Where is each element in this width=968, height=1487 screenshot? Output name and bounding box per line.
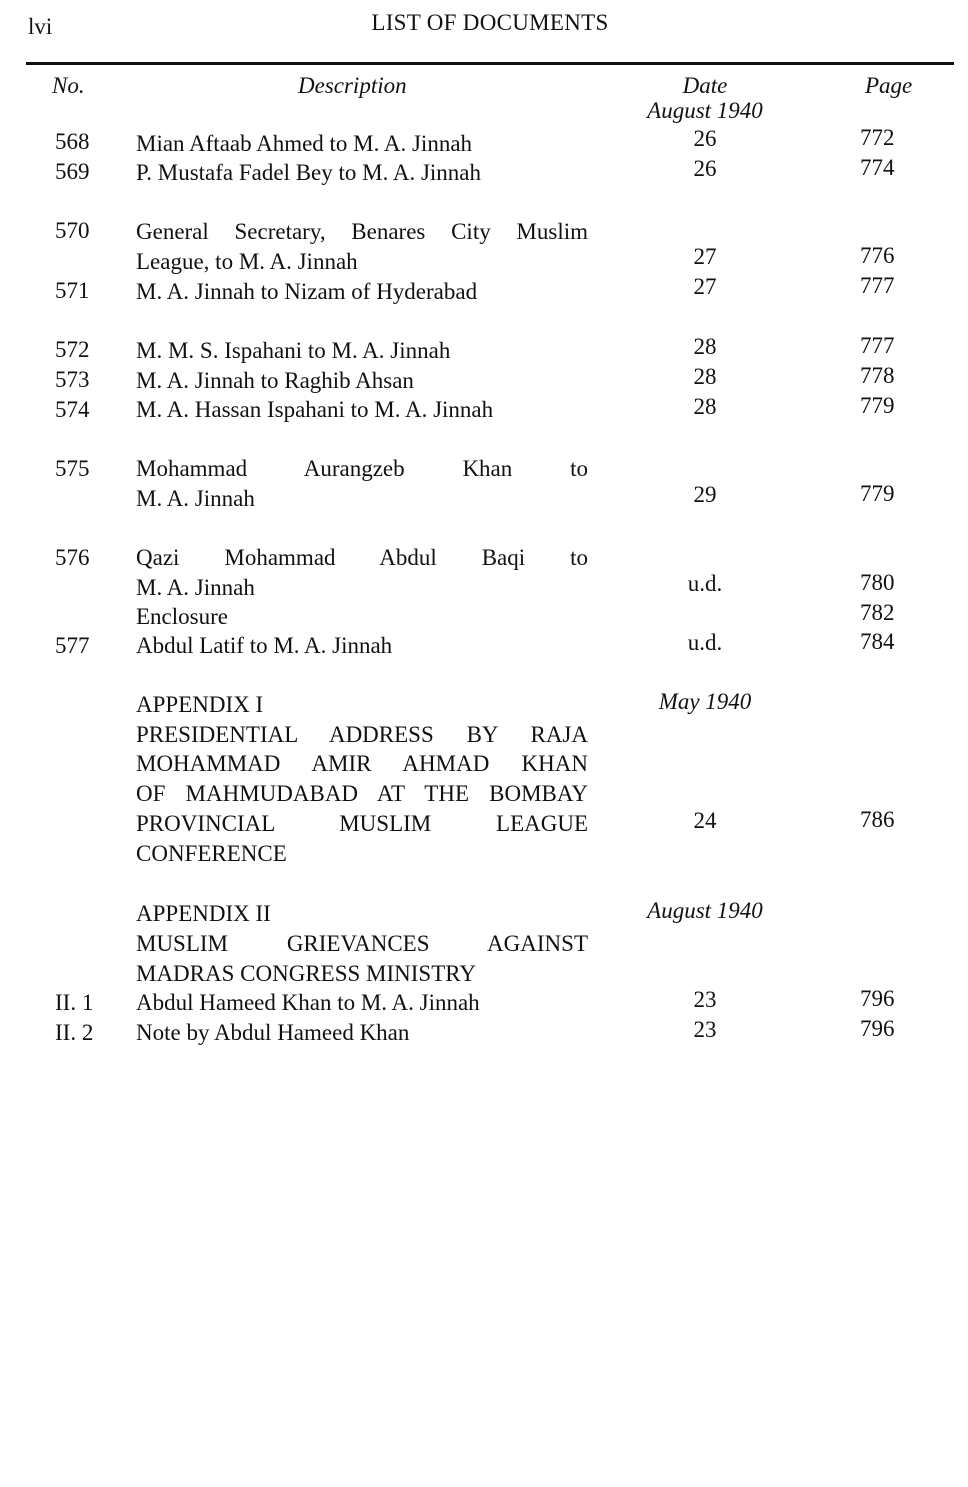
appendix-heading: APPENDIX I	[136, 692, 264, 717]
doc-description: Abdul Hameed Khan to M. A. Jinnah	[136, 990, 480, 1015]
doc-number: 576	[55, 545, 90, 570]
doc-description-cont: M. A. Jinnah	[136, 486, 255, 511]
doc-number: 577	[55, 633, 90, 658]
appendix-heading: APPENDIX II	[136, 901, 271, 926]
appendix-title-line: PROVINCIAL MUSLIM LEAGUE	[136, 811, 588, 836]
column-header-description: Description	[298, 73, 407, 98]
doc-number: II. 1	[55, 990, 94, 1015]
doc-date: u.d.	[687, 571, 723, 596]
appendix-title-line: PRESIDENTIAL ADDRESS BY RAJA	[136, 722, 588, 747]
doc-number: II. 2	[55, 1020, 94, 1045]
doc-description: M. M. S. Ispahani to M. A. Jinnah	[136, 338, 451, 363]
appendix-month: August 1940	[647, 898, 763, 923]
doc-description: Note by Abdul Hameed Khan	[136, 1020, 410, 1045]
doc-number: 571	[55, 278, 90, 303]
doc-page: 786	[860, 807, 895, 832]
column-header-no: No.	[52, 73, 85, 98]
running-head: LIST OF DOCUMENTS	[371, 10, 609, 35]
doc-number: 570	[55, 218, 90, 243]
doc-number: 568	[55, 129, 90, 154]
column-header-date: Date	[682, 73, 728, 98]
doc-page: 796	[860, 1016, 895, 1041]
doc-description: Mian Aftaab Ahmed to M. A. Jinnah	[136, 131, 473, 156]
header-rule	[26, 62, 954, 65]
doc-date: 28	[693, 394, 717, 419]
doc-description: M. A. Jinnah to Raghib Ahsan	[136, 368, 414, 393]
doc-date: 23	[693, 1017, 717, 1042]
doc-date: u.d.	[687, 630, 723, 655]
column-header-date-month: August 1940	[647, 98, 763, 123]
doc-page: 774	[860, 155, 895, 180]
doc-number: 573	[55, 367, 90, 392]
doc-description: Qazi Mohammad Abdul Baqi to	[136, 545, 588, 570]
doc-date: 28	[693, 364, 717, 389]
doc-page: 772	[860, 125, 895, 150]
doc-number: 569	[55, 159, 90, 184]
doc-description: Enclosure	[136, 604, 228, 629]
doc-date: 24	[693, 808, 717, 833]
doc-number: 575	[55, 456, 90, 481]
doc-page: 776	[860, 243, 895, 268]
doc-date: 28	[693, 334, 717, 359]
doc-page: 782	[860, 600, 895, 625]
column-header-page: Page	[865, 73, 913, 98]
doc-description: Abdul Latif to M. A. Jinnah	[136, 633, 393, 658]
doc-description: M. A. Hassan Ispahani to M. A. Jinnah	[136, 397, 494, 422]
doc-page: 779	[860, 481, 895, 506]
doc-page: 779	[860, 393, 895, 418]
doc-description: P. Mustafa Fadel Bey to M. A. Jinnah	[136, 160, 481, 185]
doc-date: 27	[693, 244, 717, 269]
doc-page: 777	[860, 333, 895, 358]
doc-date: 26	[693, 156, 717, 181]
doc-description: General Secretary, Benares City Muslim	[136, 219, 588, 244]
doc-description: M. A. Jinnah to Nizam of Hyderabad	[136, 279, 478, 304]
doc-page: 796	[860, 986, 895, 1011]
appendix-title-line: MADRAS CONGRESS MINISTRY	[136, 961, 476, 986]
doc-page: 777	[860, 273, 895, 298]
doc-number: 572	[55, 337, 90, 362]
doc-date: 27	[693, 274, 717, 299]
doc-date: 23	[693, 987, 717, 1012]
appendix-title-line: OF MAHMUDABAD AT THE BOMBAY	[136, 781, 588, 806]
doc-description: Mohammad Aurangzeb Khan to	[136, 456, 588, 481]
doc-date: 29	[693, 482, 717, 507]
page-number: lvi	[28, 14, 53, 39]
doc-number: 574	[55, 397, 90, 422]
doc-page: 784	[860, 629, 895, 654]
doc-description-cont: M. A. Jinnah	[136, 575, 255, 600]
doc-date: 26	[693, 126, 717, 151]
doc-page: 780	[860, 570, 895, 595]
appendix-title-line: MOHAMMAD AMIR AHMAD KHAN	[136, 751, 588, 776]
appendix-title-line: MUSLIM GRIEVANCES AGAINST	[136, 931, 588, 956]
doc-description-cont: League, to M. A. Jinnah	[136, 249, 358, 274]
appendix-title-line: CONFERENCE	[136, 841, 287, 866]
doc-page: 778	[860, 363, 895, 388]
appendix-month: May 1940	[658, 689, 752, 714]
